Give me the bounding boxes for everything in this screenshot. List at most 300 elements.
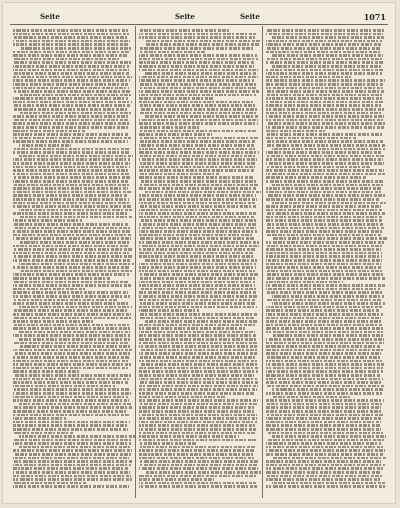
text-line <box>13 65 129 68</box>
text-line <box>13 237 131 240</box>
text-line <box>139 356 255 359</box>
text-line <box>139 331 255 334</box>
text-line <box>139 399 258 402</box>
text-line <box>139 345 257 348</box>
text-line <box>13 40 130 43</box>
text-line <box>266 198 381 201</box>
text-line <box>13 352 130 355</box>
text-line <box>139 482 255 485</box>
text-line <box>266 342 384 345</box>
text-line <box>266 122 385 125</box>
text-line <box>13 97 128 100</box>
text-line <box>266 83 384 86</box>
text-line <box>139 119 258 122</box>
text-line <box>13 378 129 381</box>
text-line <box>13 295 130 298</box>
text-line <box>139 166 254 169</box>
text-line <box>13 130 86 133</box>
text-line <box>13 191 132 194</box>
text-line <box>266 414 384 417</box>
text-line <box>139 33 256 36</box>
text-line <box>266 381 383 384</box>
text-line <box>13 33 129 36</box>
text-line <box>266 115 384 118</box>
text-line <box>266 370 384 373</box>
text-line <box>266 87 383 90</box>
text-line <box>266 453 384 456</box>
text-line <box>139 234 254 237</box>
text-line <box>13 119 128 122</box>
text-line <box>139 54 256 57</box>
text-line <box>13 356 130 359</box>
text-line <box>13 187 128 190</box>
text-line <box>139 51 205 54</box>
text-line <box>266 216 383 219</box>
text-line <box>139 202 255 205</box>
text-line <box>139 457 254 460</box>
text-line <box>13 392 131 395</box>
page-number: 1071 <box>363 12 386 22</box>
text-line <box>266 410 383 413</box>
text-line <box>19 435 135 438</box>
text-line <box>266 449 385 452</box>
text-line <box>13 410 128 413</box>
text-line <box>266 101 384 104</box>
text-line <box>266 176 367 179</box>
text-line <box>139 299 256 302</box>
text-line <box>266 460 382 463</box>
text-line <box>139 428 255 431</box>
text-line <box>266 273 384 276</box>
text-line <box>139 83 256 86</box>
text-line <box>13 259 130 262</box>
text-line <box>13 370 81 373</box>
text-line <box>266 241 384 244</box>
text-line <box>13 471 130 474</box>
text-line <box>139 144 254 147</box>
text-line <box>139 392 254 395</box>
text-line <box>266 79 385 82</box>
text-line <box>272 54 384 57</box>
text-line <box>13 133 129 136</box>
text-line <box>266 363 384 366</box>
text-line <box>19 331 130 334</box>
text-line <box>139 388 257 391</box>
text-line <box>139 453 255 456</box>
text-line <box>139 169 255 172</box>
text-line <box>13 313 131 316</box>
text-line <box>266 478 381 481</box>
text-line <box>13 212 129 215</box>
text-line <box>13 76 132 79</box>
text-line <box>266 281 343 284</box>
text-line <box>13 349 132 352</box>
text-line <box>266 191 382 194</box>
text-line <box>139 460 257 463</box>
text-line <box>266 104 382 107</box>
column-label-middle: Seite <box>175 12 195 21</box>
text-line <box>272 295 384 298</box>
text-line <box>266 151 381 154</box>
text-line <box>266 277 385 280</box>
text-line <box>266 173 385 176</box>
text-line <box>139 360 257 363</box>
text-line <box>139 403 256 406</box>
text-line <box>139 252 254 255</box>
text-line <box>13 432 73 435</box>
text-line <box>272 482 386 485</box>
text-line <box>139 151 258 154</box>
text-line <box>266 417 381 420</box>
text-line <box>13 173 130 176</box>
text-line <box>19 306 132 309</box>
text-line <box>139 227 256 230</box>
text-line <box>139 97 214 100</box>
text-column-middle <box>136 26 261 498</box>
text-line <box>266 467 383 470</box>
text-line <box>266 392 383 395</box>
text-line <box>266 180 385 183</box>
text-line <box>13 428 128 431</box>
text-line <box>266 385 384 388</box>
text-line <box>13 478 132 481</box>
text-line <box>266 155 385 158</box>
text-line <box>13 342 128 345</box>
text-line <box>139 230 257 233</box>
text-line <box>13 266 130 269</box>
text-line <box>139 417 257 420</box>
text-line <box>145 191 260 194</box>
text-line <box>139 327 245 330</box>
text-line <box>266 137 358 140</box>
text-line <box>139 363 256 366</box>
text-line <box>13 302 130 305</box>
text-line <box>266 119 383 122</box>
text-line <box>266 140 383 143</box>
text-line <box>13 414 130 417</box>
text-line <box>13 169 129 172</box>
text-line <box>139 223 257 226</box>
text-line <box>266 399 384 402</box>
text-line <box>272 302 385 305</box>
text-line <box>272 148 385 151</box>
text-line <box>139 374 254 377</box>
text-line <box>266 374 381 377</box>
text-line <box>13 327 132 330</box>
text-line <box>13 424 129 427</box>
text-line <box>139 162 254 165</box>
text-line <box>266 29 385 32</box>
text-line <box>139 324 256 327</box>
text-line <box>266 356 381 359</box>
text-line <box>13 140 128 143</box>
text-line <box>13 277 111 280</box>
text-line <box>13 148 129 151</box>
text-line <box>13 464 131 467</box>
text-line <box>266 130 325 133</box>
text-line <box>139 108 257 111</box>
text-line <box>139 122 258 125</box>
text-line <box>139 352 257 355</box>
text-line <box>266 248 381 251</box>
text-line <box>13 194 128 197</box>
text-line <box>139 69 258 72</box>
text-line <box>13 284 131 287</box>
text-line <box>13 115 130 118</box>
text-line <box>139 216 255 219</box>
text-line <box>13 460 132 463</box>
text-line <box>13 72 129 75</box>
text-line <box>139 176 254 179</box>
text-line <box>139 349 257 352</box>
text-line <box>139 212 255 215</box>
text-line <box>13 166 130 169</box>
text-line <box>139 263 256 266</box>
text-line <box>139 381 258 384</box>
text-line <box>13 255 132 258</box>
column-label-left: Seite <box>40 12 60 21</box>
text-line <box>139 421 257 424</box>
text-line <box>266 209 383 212</box>
text-line <box>272 435 386 438</box>
text-line <box>139 281 254 284</box>
text-line <box>19 263 134 266</box>
text-line <box>139 446 255 449</box>
text-line <box>266 446 383 449</box>
text-line <box>139 302 254 305</box>
text-line <box>266 471 382 474</box>
text-line <box>272 388 384 391</box>
text-line <box>13 61 132 64</box>
text-line <box>266 51 382 54</box>
text-line <box>139 180 256 183</box>
text-line <box>13 442 131 445</box>
text-line <box>13 104 130 107</box>
text-line <box>19 446 132 449</box>
text-line <box>266 475 383 478</box>
text-line <box>266 406 381 409</box>
text-line <box>266 309 381 312</box>
text-line <box>266 166 370 169</box>
text-line <box>13 281 128 284</box>
text-line <box>13 122 131 125</box>
text-line <box>139 198 256 201</box>
text-line <box>13 227 130 230</box>
text-line <box>145 471 260 474</box>
text-line <box>13 108 128 111</box>
text-line <box>266 259 383 262</box>
text-line <box>13 36 128 39</box>
text-line <box>266 227 385 230</box>
text-line <box>139 288 255 291</box>
text-line <box>139 90 258 93</box>
text-line <box>266 205 381 208</box>
text-line <box>139 104 254 107</box>
text-line <box>139 432 256 435</box>
text-line <box>266 263 381 266</box>
text-line <box>139 158 257 161</box>
text-line <box>272 202 386 205</box>
text-line <box>13 360 128 363</box>
text-line <box>13 273 129 276</box>
text-line <box>139 245 258 248</box>
text-line <box>139 187 256 190</box>
text-line <box>139 284 255 287</box>
text-line <box>139 266 256 269</box>
text-line <box>13 320 95 323</box>
text-line <box>19 270 132 273</box>
text-line <box>13 399 129 402</box>
text-line <box>139 155 255 158</box>
text-line <box>139 313 257 316</box>
text-line <box>266 76 351 79</box>
text-line <box>13 449 132 452</box>
text-line <box>13 223 128 226</box>
text-line <box>266 345 381 348</box>
text-line <box>139 126 199 129</box>
text-line <box>139 194 256 197</box>
text-line <box>145 40 259 43</box>
text-line <box>266 442 381 445</box>
text-line <box>139 205 256 208</box>
text-line <box>266 324 383 327</box>
text-line <box>13 58 120 61</box>
text-line <box>13 396 128 399</box>
text-line <box>19 94 132 97</box>
text-line <box>266 464 385 467</box>
text-line <box>266 61 385 64</box>
text-line <box>266 331 384 334</box>
text-line <box>266 133 383 136</box>
text-line <box>139 76 257 79</box>
text-line <box>13 158 130 161</box>
text-line <box>19 209 132 212</box>
text-line <box>139 47 254 50</box>
text-line <box>13 54 128 57</box>
text-line <box>139 370 258 373</box>
text-line <box>19 144 71 147</box>
text-line <box>272 237 387 240</box>
text-line <box>266 219 383 222</box>
text-line <box>139 58 257 61</box>
text-line <box>266 439 385 442</box>
text-line <box>266 230 384 233</box>
text-line <box>139 184 257 187</box>
text-line <box>13 374 131 377</box>
text-line <box>266 252 382 255</box>
text-line <box>13 90 130 93</box>
text-line <box>139 219 256 222</box>
text-line <box>266 485 385 488</box>
text-line <box>13 87 129 90</box>
text-line <box>13 482 86 485</box>
text-line <box>139 435 239 438</box>
text-line <box>139 338 258 341</box>
text-line <box>145 320 257 323</box>
text-line <box>13 219 82 222</box>
text-line <box>13 83 128 86</box>
text-line <box>13 288 85 291</box>
text-line <box>272 184 385 187</box>
text-line <box>266 306 383 309</box>
text-line <box>139 237 254 240</box>
text-line <box>266 378 383 381</box>
text-line <box>13 43 129 46</box>
text-line <box>266 245 383 248</box>
text-line <box>145 259 257 262</box>
text-line <box>19 345 131 348</box>
text-line <box>139 79 254 82</box>
text-line <box>266 40 382 43</box>
text-line <box>139 406 254 409</box>
text-line <box>139 378 256 381</box>
text-line <box>13 421 130 424</box>
text-line <box>266 360 382 363</box>
text-line <box>266 403 382 406</box>
text-line <box>145 43 259 46</box>
text-line <box>139 306 256 309</box>
text-line <box>266 432 383 435</box>
text-line <box>13 381 129 384</box>
text-line <box>266 212 385 215</box>
text-line <box>13 291 128 294</box>
text-line <box>266 126 384 129</box>
text-line <box>266 72 383 75</box>
text-line <box>13 126 130 129</box>
text-line <box>13 198 129 201</box>
text-line <box>266 97 382 100</box>
text-line <box>139 367 258 370</box>
text-line <box>139 475 258 478</box>
text-line <box>266 33 383 36</box>
text-line <box>266 428 381 431</box>
text-line <box>13 180 128 183</box>
text-line <box>13 388 129 391</box>
text-line <box>139 317 254 320</box>
text-line <box>19 241 130 244</box>
text-line <box>13 51 130 54</box>
text-line <box>13 252 129 255</box>
text-line <box>266 255 383 258</box>
text-line <box>13 202 131 205</box>
text-line <box>139 485 257 488</box>
text-line <box>13 363 131 366</box>
text-line <box>13 176 130 179</box>
text-line <box>266 299 381 302</box>
text-line <box>266 47 381 50</box>
text-line <box>266 144 385 147</box>
text-line <box>266 108 384 111</box>
text-line <box>139 414 257 417</box>
text-line <box>266 58 382 61</box>
text-line <box>13 137 131 140</box>
text-line <box>13 101 132 104</box>
text-line <box>266 43 381 46</box>
text-line <box>19 216 132 219</box>
text-line <box>13 324 130 327</box>
text-line <box>266 367 384 370</box>
text-column-left <box>10 26 135 498</box>
text-line <box>266 69 384 72</box>
text-line <box>139 148 254 151</box>
text-line <box>139 342 257 345</box>
text-line <box>272 396 352 399</box>
text-line <box>139 273 258 276</box>
text-line <box>272 65 383 68</box>
text-line <box>266 270 382 273</box>
text-line <box>266 421 382 424</box>
text-line <box>266 291 384 294</box>
